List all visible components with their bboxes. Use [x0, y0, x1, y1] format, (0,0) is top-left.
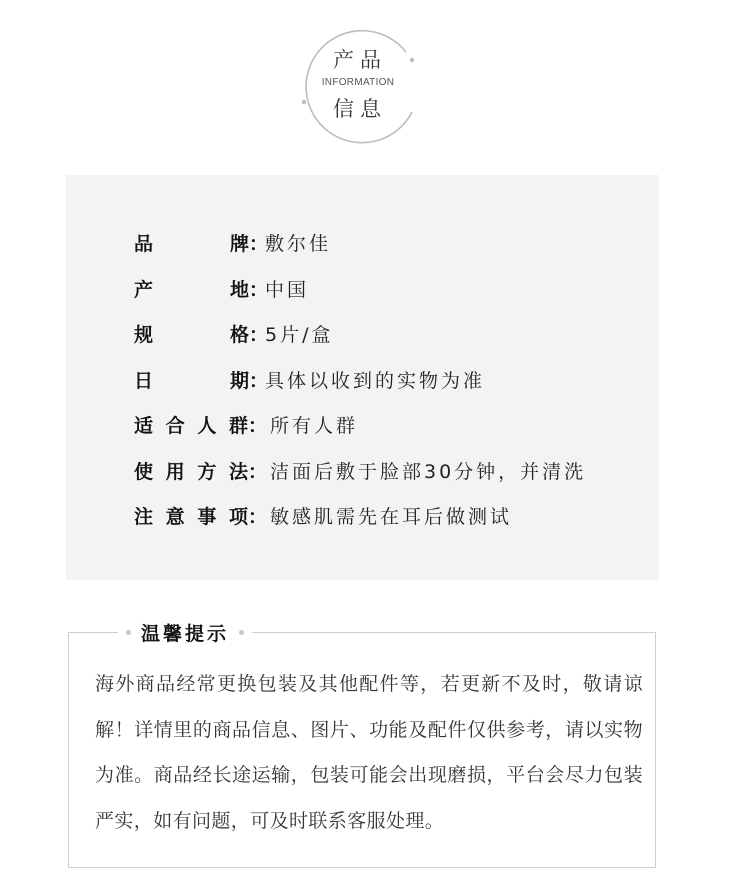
info-colon: ： — [248, 460, 268, 483]
label-char: 意 — [165, 505, 185, 528]
notice-text: 海外商品经常更换包装及其他配件等，若更新不及时，敬请谅解！详情里的商品信息、图片、功能及配件仅供参考，请以实物为准。商品经长途运输，包装可能会出现磨损，平台会尽力包装严实，如有问题，可及时联系客服处理。 — [95, 673, 643, 832]
label-char: 使 — [134, 460, 154, 483]
label-char: 方 — [197, 460, 217, 483]
info-row-date — [134, 365, 485, 393]
info-label — [134, 411, 248, 438]
label-char: 项 — [228, 505, 248, 528]
info-value: 中国 — [265, 278, 310, 301]
label-char: 格 — [229, 323, 249, 346]
label-char: 品 — [134, 232, 154, 255]
label-char: 日 — [134, 369, 154, 392]
info-value: 敏感肌需先在耳后做测试 — [270, 505, 513, 528]
label-char: 群 — [228, 414, 248, 437]
label-char: 注 — [134, 505, 154, 528]
info-row-target-users — [134, 410, 358, 438]
label-char: 产 — [134, 278, 154, 301]
label-char: 地 — [229, 278, 249, 301]
label-char: 期 — [229, 369, 249, 392]
info-colon: ： — [249, 232, 269, 255]
label-char: 事 — [197, 505, 217, 528]
dot-right-icon — [239, 630, 244, 635]
section-header-badge — [294, 20, 422, 150]
label-char: 法 — [228, 460, 248, 483]
label-char: 牌 — [229, 232, 249, 255]
info-row-caution — [134, 501, 512, 529]
info-value: 具体以收到的实物为准 — [265, 369, 486, 392]
header-subtitle: INFORMATION — [321, 77, 395, 88]
notice-title-group — [118, 619, 252, 645]
info-row-brand — [134, 228, 331, 256]
info-label — [134, 229, 249, 256]
info-value: 敷尔佳 — [265, 232, 332, 255]
info-colon: ： — [249, 369, 269, 392]
label-char: 规 — [134, 323, 154, 346]
notice-title: 温馨提示 — [141, 622, 230, 645]
dot-left-icon — [126, 630, 131, 635]
info-colon: ： — [248, 505, 268, 528]
header-title-bottom: 信息 — [333, 97, 387, 121]
info-row-usage — [134, 456, 586, 484]
info-row-origin — [134, 274, 309, 302]
header-title-top: 产品 — [333, 48, 387, 72]
info-colon: ： — [249, 323, 269, 346]
info-label — [134, 502, 248, 529]
info-colon: ： — [249, 278, 269, 301]
info-label — [134, 275, 249, 302]
label-char: 合 — [165, 414, 185, 437]
info-label — [134, 457, 248, 484]
info-value: 洁面后敷于脸部30分钟，并清洗 — [270, 460, 587, 483]
info-label — [134, 320, 249, 347]
info-label — [134, 366, 249, 393]
product-info-panel — [66, 175, 659, 580]
label-char: 适 — [134, 414, 154, 437]
info-row-spec — [134, 319, 334, 347]
label-char: 用 — [165, 460, 185, 483]
info-colon: ： — [248, 414, 268, 437]
info-value: 5片/盒 — [265, 323, 334, 346]
label-char: 人 — [197, 414, 217, 437]
info-value: 所有人群 — [270, 414, 359, 437]
